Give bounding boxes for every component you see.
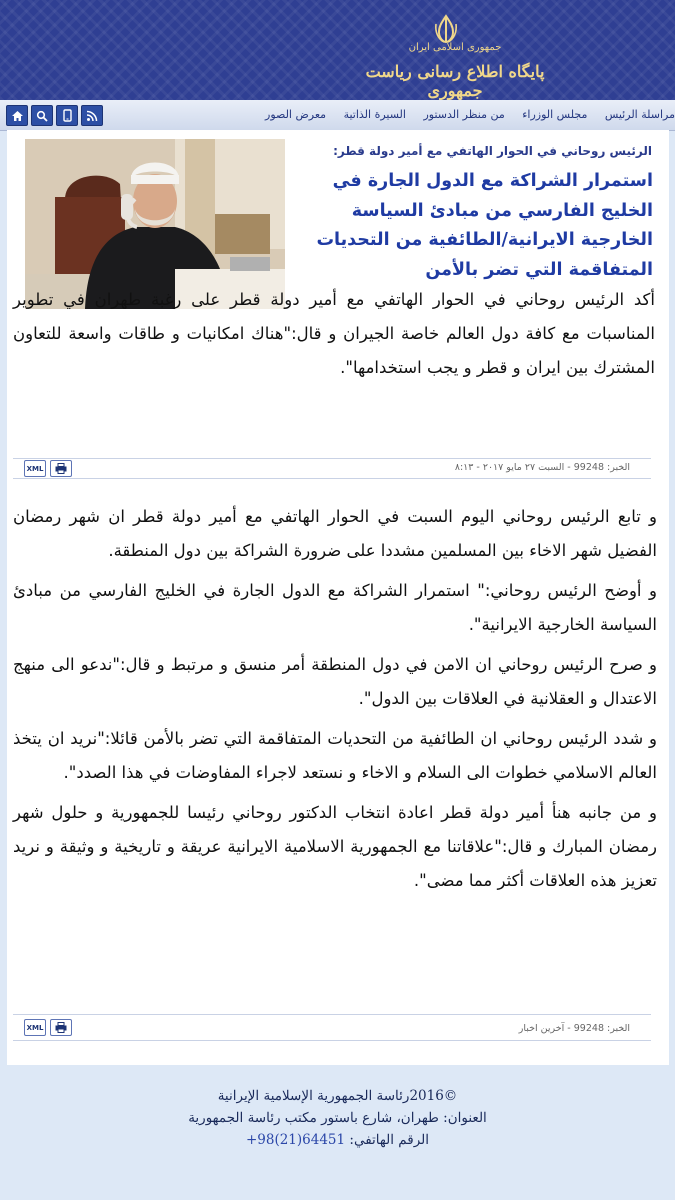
print-icon [55, 1022, 67, 1033]
brand-subtitle: جمهوری اسلامی ایران [408, 42, 502, 53]
rss-icon[interactable] [81, 105, 103, 126]
search-icon[interactable] [31, 105, 53, 126]
article-meta[interactable]: الخبر: 99248 - آخرين اخبار [518, 1023, 630, 1034]
article-headline[interactable]: استمرار الشراكة مع الدول الجارة في الخليج الفارسي من مبادئ السياسة الخارجية الايرانية/الطائفية من التحديات المتفاقمة التي تضر بالأمن [316, 171, 653, 280]
nav-bar [0, 100, 675, 131]
xml-button[interactable]: XML [24, 1019, 46, 1036]
article-tools [24, 1019, 72, 1036]
home-icon[interactable] [6, 105, 28, 126]
nav-item-president-mail[interactable]: مراسلة الرئيس [604, 108, 675, 121]
divider [13, 1014, 651, 1015]
mobile-icon[interactable] [56, 105, 78, 126]
nav-item-gallery[interactable]: معرض الصور [265, 108, 327, 121]
footer-phone-label: الرقم الهاتفي: [349, 1132, 430, 1148]
article-tools [24, 460, 72, 477]
footer-phone[interactable]: +98(21)64451 [245, 1132, 346, 1148]
article-lead: أكد الرئيس روحاني في الحوار الهاتفي مع أمير دولة قطر على رغبة طهران في تطوير المناسبات مع كافة دول العالم خاصة الجيران و قال:"هناك امكانيات و طاقات واسعة للتعاون المشترك بين ايران و قطر و يجب استخدامها". [13, 290, 655, 377]
print-button[interactable] [50, 460, 72, 477]
article-paragraph: و صرح الرئيس روحاني ان الامن في دول المنطقة أمر منسق و مرتبط و قال:"ندعو الى منهج الاعتدال و العقلانية في العلاقات بين الدول". [13, 655, 657, 708]
article-meta: الخبر: 99248 - السبت ٢٧ مايو ٢٠١٧ - ٨:١٣ [454, 462, 630, 473]
site-header [0, 0, 675, 100]
print-icon [55, 463, 67, 474]
article-kicker: الرئيس روحاني في الحوار الهاتفي مع أمير دولة قطر: [333, 144, 652, 158]
xml-button[interactable]: XML [24, 460, 46, 477]
brand-title[interactable]: پایگاه اطلاع رسانی ریاست جمهوری [365, 62, 545, 100]
nav-icon-group [6, 105, 103, 126]
article-paragraph: و شدد الرئيس روحاني ان الطائفية من التحديات المتفاقمة التي تضر بالأمن قائلا:"نريد ان يتخذ العالم الاسلامي خطوات الى السلام و الاخاء و نستعد لاجراء المفاوضات في هذا الصدد". [13, 729, 657, 782]
nav-links [104, 108, 675, 124]
divider [13, 1040, 651, 1041]
nav-item-cabinet[interactable]: مجلس الوزراء [522, 108, 588, 121]
footer-copyright: ©2016رئاسة الجمهورية الإسلامية الإيرانية [217, 1088, 458, 1104]
article-paragraph: و تابع الرئيس روحاني اليوم السبت في الحوار الهاتفي مع أمير دولة قطر ان شهر رمضان الفضيل شهر الاخاء بين المسلمين مشددا على ضرورة الشراكة بين دول المنطقة. [13, 507, 657, 560]
emblem-icon [433, 14, 459, 44]
site-footer [0, 1085, 675, 1151]
nav-item-biography[interactable]: السيرة الذاتية [343, 108, 406, 121]
divider [13, 458, 651, 459]
footer-address: العنوان: طهران، شارع باستور مكتب رئاسة الجمهورية [188, 1110, 487, 1126]
footer-phone-row [0, 1129, 675, 1151]
print-button[interactable] [50, 1019, 72, 1036]
article-body [13, 500, 657, 898]
article-paragraph: و أوضح الرئيس روحاني:" استمرار الشراكة مع الدول الجارة في الخليج الفارسي من مبادئ السياسة الخارجية الايرانية". [13, 581, 657, 634]
article-paragraph: و من جانبه هنأ أمير دولة قطر اعادة انتخاب الدكتور روحاني رئيسا للجمهورية و حلول شهر رمضان المبارك و قال:"علاقاتنا مع الجمهورية الاسلامية الايرانية عريقة و تاريخية و وثيقة و نريد تعزيز هذه العلاقات أكثر مما مضى". [13, 803, 657, 890]
divider [13, 478, 651, 479]
nav-item-constitution[interactable]: من منظر الدستور [423, 108, 505, 121]
